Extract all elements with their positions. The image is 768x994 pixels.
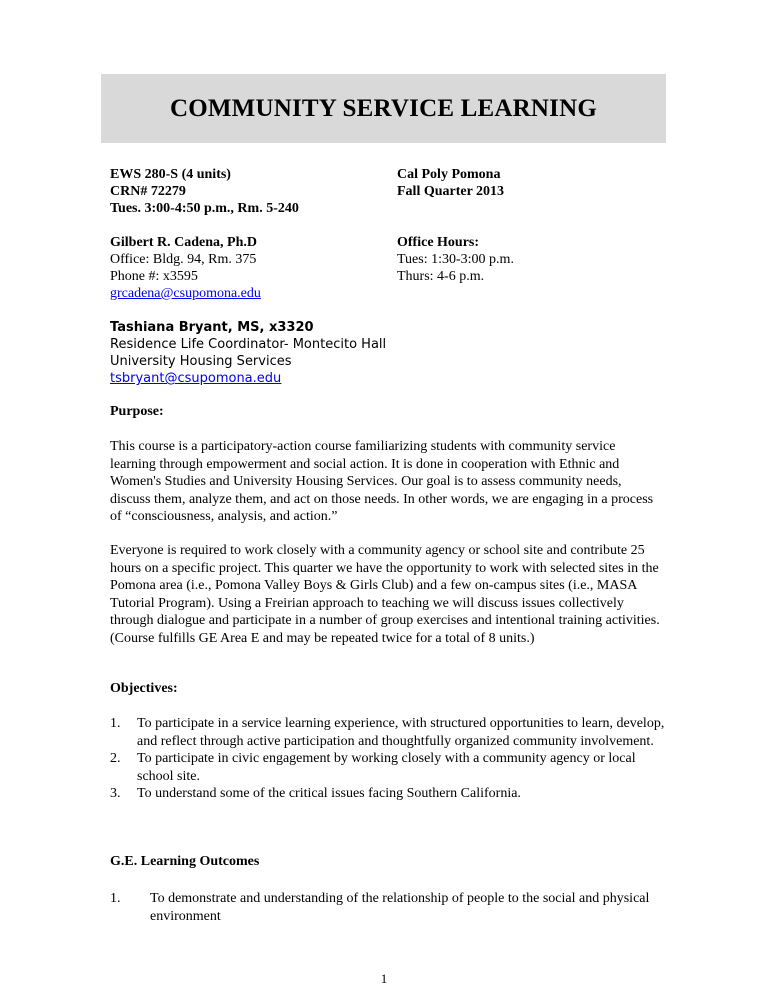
objective-number: 1. [110, 716, 121, 731]
office-hours-thurs: Thurs: 4-6 p.m. [397, 269, 485, 284]
university-info [397, 166, 504, 200]
outcomes-list [110, 890, 666, 925]
course-code: EWS 280-S (4 units) [110, 167, 231, 182]
objectives-list [110, 715, 666, 803]
objective-text: To participate in a service learning experience, with structured opportunities to learn, develop, and reflect through active participation and thoughtfully organized community involvement. [137, 716, 665, 749]
objective-number: 2. [110, 751, 121, 766]
purpose-paragraph-2 [110, 542, 660, 647]
instructor-name: Gilbert R. Cadena, Ph.D [110, 235, 257, 250]
objective-text: To understand some of the critical issues facing Southern California. [137, 786, 521, 801]
coordinator-title: Residence Life Coordinator- Montecito Hall [110, 337, 387, 352]
outcome-text: To demonstrate and understanding of the relationship of people to the social and physical environment [150, 891, 650, 924]
outcomes-heading: G.E. Learning Outcomes [110, 854, 260, 869]
course-info [110, 166, 299, 217]
instructor-email-link[interactable]: grcadena@csupomona.edu [110, 286, 261, 301]
objective-number: 3. [110, 786, 121, 801]
coordinator-name: Tashiana Bryant, MS, x3320 [110, 320, 314, 335]
office-hours-tues: Tues: 1:30-3:00 p.m. [397, 252, 514, 267]
purpose-heading: Purpose: [110, 404, 164, 419]
office-hours [397, 234, 514, 285]
coordinator-info [110, 319, 386, 387]
objective-item [110, 750, 666, 785]
instructor-phone: Phone #: x3595 [110, 269, 198, 284]
coordinator-email-link[interactable]: tsbryant@csupomona.edu [110, 371, 282, 386]
outcome-number: 1. [110, 891, 121, 906]
term: Fall Quarter 2013 [397, 184, 505, 199]
university-name: Cal Poly Pomona [397, 167, 501, 182]
objective-item [110, 715, 666, 750]
course-time: Tues. 3:00-4:50 p.m., Rm. 5-240 [110, 201, 299, 216]
office-hours-label: Office Hours: [397, 235, 480, 250]
instructor-office: Office: Bldg. 94, Rm. 375 [110, 252, 257, 267]
objective-item [110, 785, 666, 803]
page-title: COMMUNITY SERVICE LEARNING [169, 94, 598, 122]
objectives-heading: Objectives: [110, 681, 178, 696]
purpose-text-2: Everyone is required to work closely with a community agency or school site and contribute 25 hours on a specific project. This quarter we have the opportunity to work with selected sites in the Pomona area (i.e., Pomona Valley Boys & Girls Club) and a few on-campus sites (i.e., MASA Tutorial Program). Using a Freirian approach to teaching we will discuss issues collectively through dialogue and participate in a number of group exercises and intentional training activities. (Course fulfills GE Area E and may be repeated twice for a total of 8 units.) [110, 543, 660, 646]
objective-text: To participate in civic engagement by working closely with a community agency or local school site. [137, 751, 636, 784]
purpose-paragraph-1 [110, 438, 660, 526]
course-crn: CRN# 72279 [110, 184, 186, 199]
purpose-text-1: This course is a participatory-action course familiarizing students with community service learning through empowerment and social action. It is done in cooperation with Ethnic and Women's Studies and University Housing Services. Our goal is to assess community needs, discuss them, analyze them, and act on those needs. In other words, we are engaging in a process of “consciousness, analysis, and action.” [110, 439, 654, 524]
page-number: 1 [380, 971, 388, 986]
coordinator-dept: University Housing Services [110, 354, 292, 369]
instructor-info [110, 234, 261, 302]
title-banner [101, 74, 666, 143]
outcome-item [110, 890, 666, 925]
